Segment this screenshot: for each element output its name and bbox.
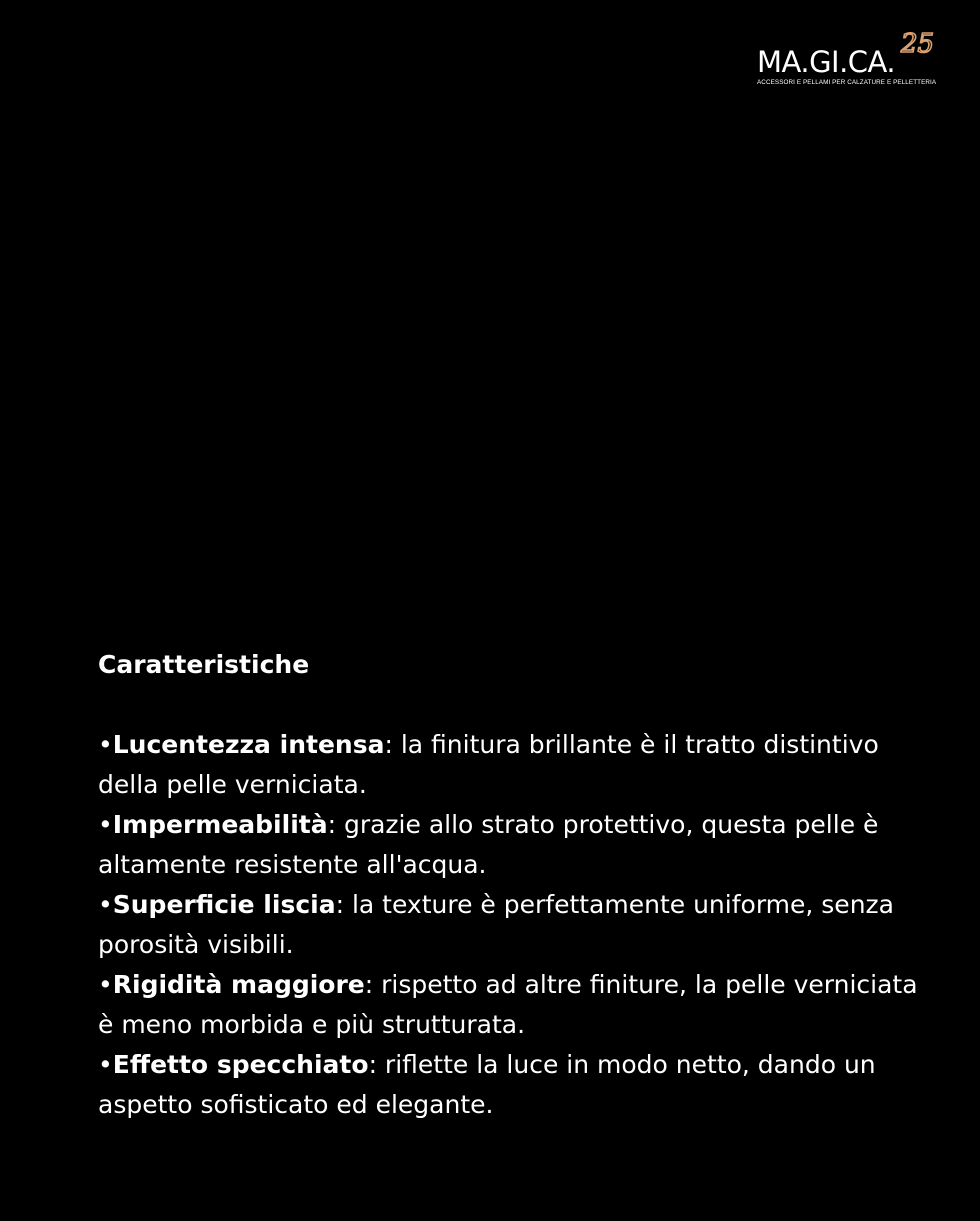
bullet-icon: •: [98, 970, 113, 999]
features-section: [98, 645, 918, 1125]
bullet-icon: •: [98, 890, 113, 919]
feature-item: [98, 805, 918, 885]
feature-term: Effetto specchiato: [112, 1050, 369, 1079]
feature-term: Impermeabilità: [112, 810, 328, 839]
feature-term: Lucentezza intensa: [112, 730, 385, 759]
feature-item: [98, 885, 918, 965]
feature-item: [98, 1045, 918, 1125]
feature-item: [98, 725, 918, 805]
anniversary-number: 25: [901, 29, 935, 59]
feature-description: : la texture è perfettamente uniforme, senza porosità visibili.: [98, 890, 894, 959]
feature-description: : riflette la luce in modo netto, dando un aspetto sofisticato ed elegante.: [98, 1050, 876, 1119]
bullet-icon: •: [98, 810, 113, 839]
feature-description: : rispetto ad altre finiture, la pelle verniciata è meno morbida e più strutturata.: [98, 970, 918, 1039]
feature-term: Superficie liscia: [112, 890, 336, 919]
brand-name: MA.GI.CA.: [757, 45, 896, 79]
feature-list: [98, 725, 918, 1125]
feature-description: : la finitura brillante è il tratto distintivo della pelle verniciata.: [98, 730, 879, 799]
feature-description: : grazie allo strato protettivo, questa pelle è altamente resistente all'acqua.: [98, 810, 879, 879]
bullet-icon: •: [98, 1050, 113, 1079]
feature-term: Rigidità maggiore: [112, 970, 365, 999]
spacer: [98, 685, 918, 725]
section-title: Caratteristiche: [98, 650, 310, 679]
brand-logo: [755, 24, 940, 94]
bullet-icon: •: [98, 730, 113, 759]
feature-item: [98, 965, 918, 1045]
brand-tagline: ACCESSORI E PELLAMI PER CALZATURE E PELLETTERIA: [757, 79, 937, 86]
